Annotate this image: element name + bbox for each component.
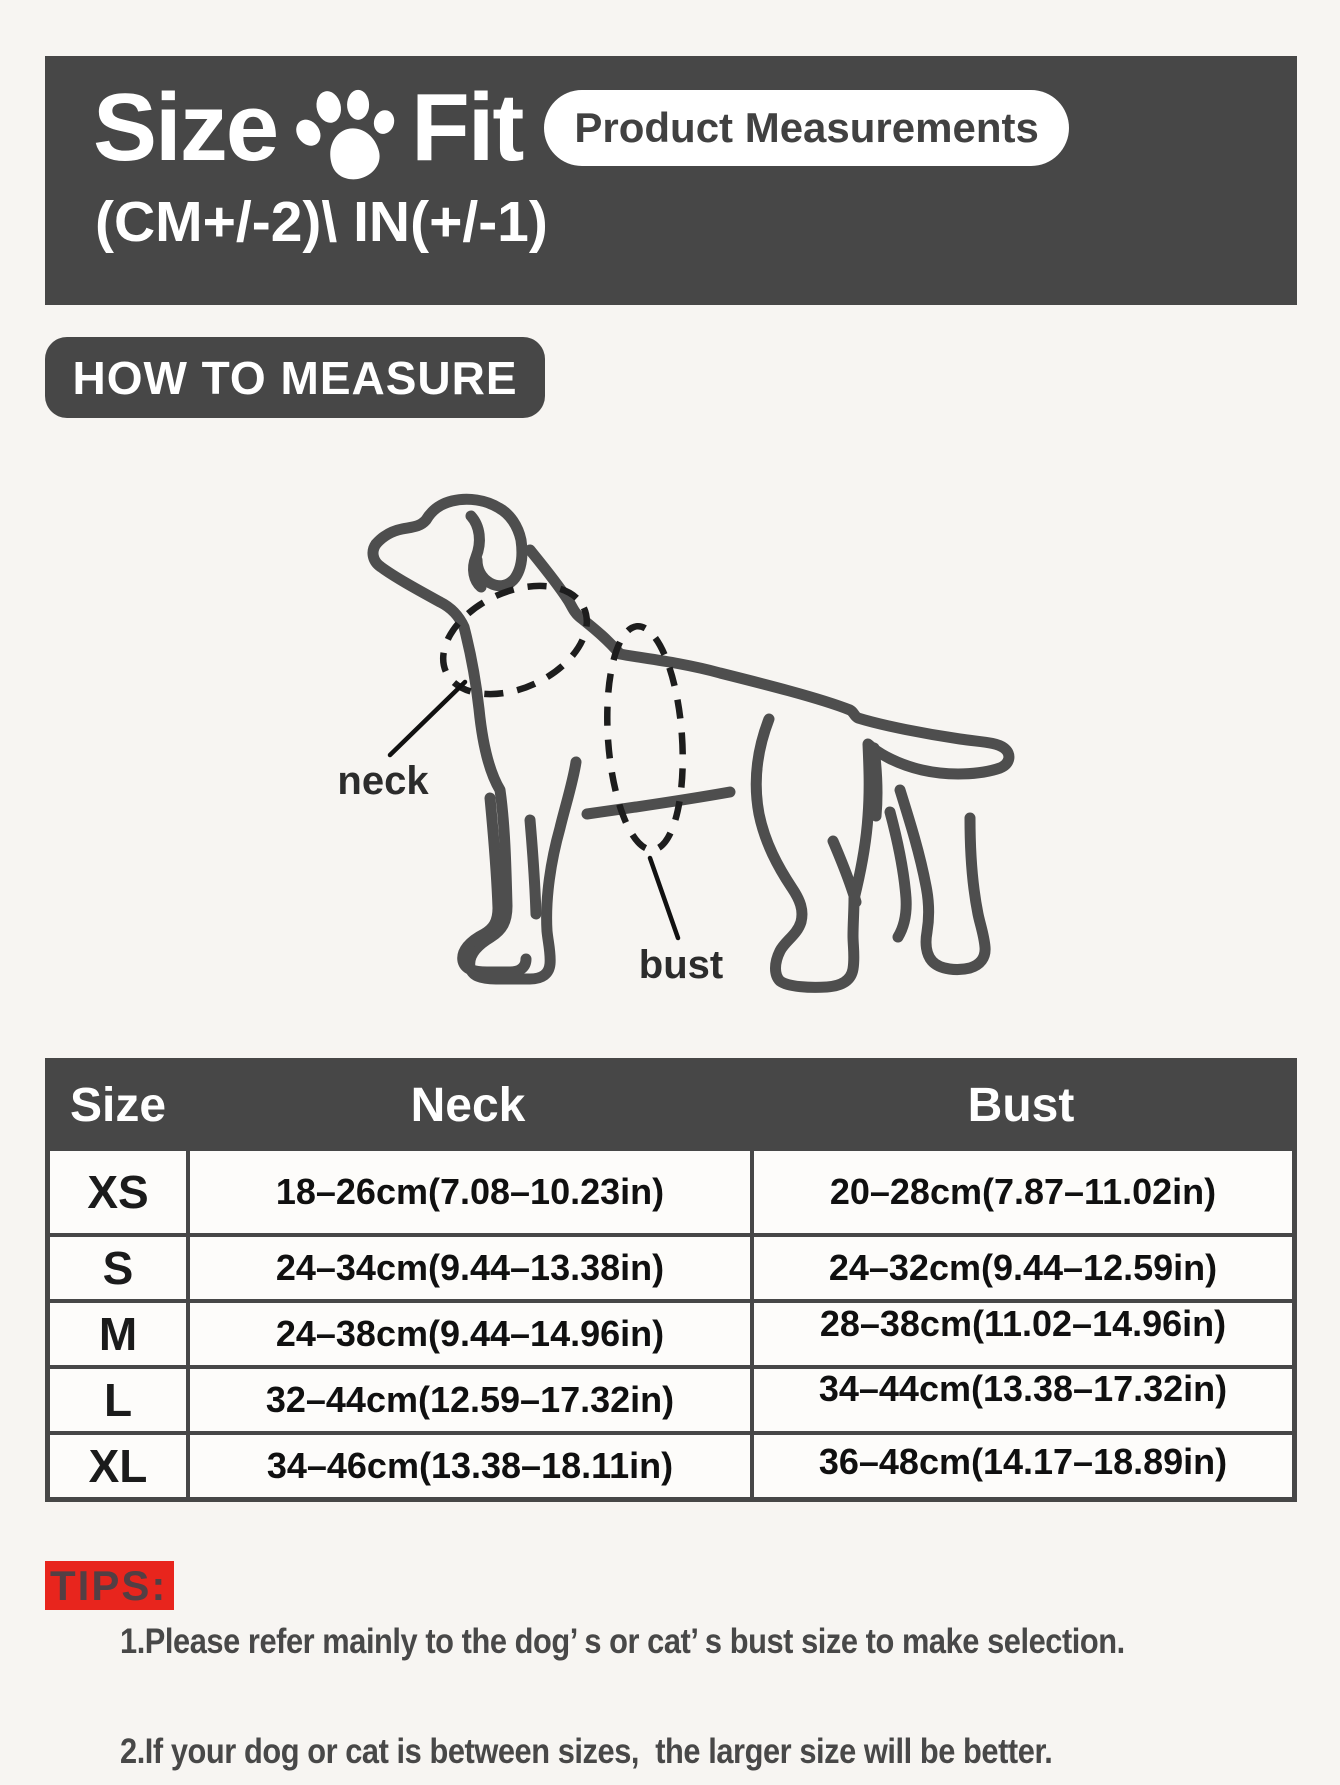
- col-header-size: Size: [69, 1078, 167, 1132]
- size-cell: XL: [88, 1440, 148, 1492]
- bust-pointer-line: [650, 858, 678, 938]
- dog-tail-inner-line: [874, 748, 877, 816]
- size-cell: XS: [87, 1166, 149, 1218]
- dog-ear-inner: [471, 516, 481, 587]
- table-row: [50, 1299, 1292, 1365]
- tip-item-2: 2.If your dog or cat is between sizes, the larger size will be better.: [120, 1732, 1053, 1771]
- title-word-size: Size: [93, 74, 278, 181]
- table-header-row: [50, 1063, 1292, 1147]
- tip-item-1: 1.Please refer mainly to the dog’ s or cat’ s bust size to make selection.: [120, 1622, 1125, 1661]
- bust-cell: 28–38cm(11.02–14.96in): [750, 1303, 1292, 1365]
- bust-cell: 36–48cm(14.17–18.89in): [750, 1435, 1292, 1497]
- dog-far-hind-leg-front: [890, 812, 906, 937]
- neck-cell: 34–46cm(13.38–18.11in): [186, 1435, 750, 1497]
- bust-cell: 20–28cm(7.87–11.02in): [750, 1151, 1292, 1233]
- neck-cell: 24–38cm(9.44–14.96in): [186, 1303, 750, 1365]
- size-table: [45, 1058, 1297, 1502]
- paw-icon: [291, 78, 397, 178]
- dog-hind-inner-line: [833, 841, 856, 902]
- size-cell: L: [103, 1374, 133, 1426]
- col-header-bust: Bust: [967, 1078, 1075, 1132]
- dog-far-front-leg: [463, 798, 526, 972]
- neck-label: neck: [337, 759, 429, 803]
- title-word-fit: Fit: [411, 74, 523, 181]
- bust-label: bust: [638, 943, 724, 987]
- dog-far-front-leg-back: [530, 820, 536, 914]
- product-measurements-pill: Product Measurements: [544, 90, 1068, 166]
- neck-cell: 32–44cm(12.59–17.32in): [186, 1369, 750, 1431]
- header-banner: [45, 56, 1297, 305]
- dog-belly-line: [587, 792, 730, 814]
- bust-cell: 24–32cm(9.44–12.59in): [750, 1237, 1292, 1299]
- dog-far-hind-leg: [900, 790, 985, 970]
- dog-illustration: [280, 430, 1020, 1000]
- header-title-row: [45, 56, 1297, 179]
- table-row: [50, 1233, 1292, 1299]
- measure-diagram: [280, 430, 1020, 1000]
- bust-cell: 34–44cm(13.38–17.32in): [750, 1369, 1292, 1431]
- how-to-measure-badge: HOW TO MEASURE: [45, 337, 545, 418]
- size-cell: M: [98, 1308, 138, 1360]
- tolerance-note: (CM+/-2)\ IN(+/-1): [95, 189, 548, 254]
- table-row: [50, 1431, 1292, 1497]
- table-row: [50, 1147, 1292, 1233]
- col-header-neck: Neck: [410, 1078, 526, 1132]
- table-row: [50, 1365, 1292, 1431]
- size-cell: S: [102, 1242, 134, 1294]
- neck-cell: 18–26cm(7.08–10.23in): [186, 1151, 750, 1233]
- neck-cell: 24–34cm(9.44–13.38in): [186, 1237, 750, 1299]
- tips-badge: TIPS:: [45, 1561, 174, 1610]
- neck-pointer-line: [390, 682, 465, 755]
